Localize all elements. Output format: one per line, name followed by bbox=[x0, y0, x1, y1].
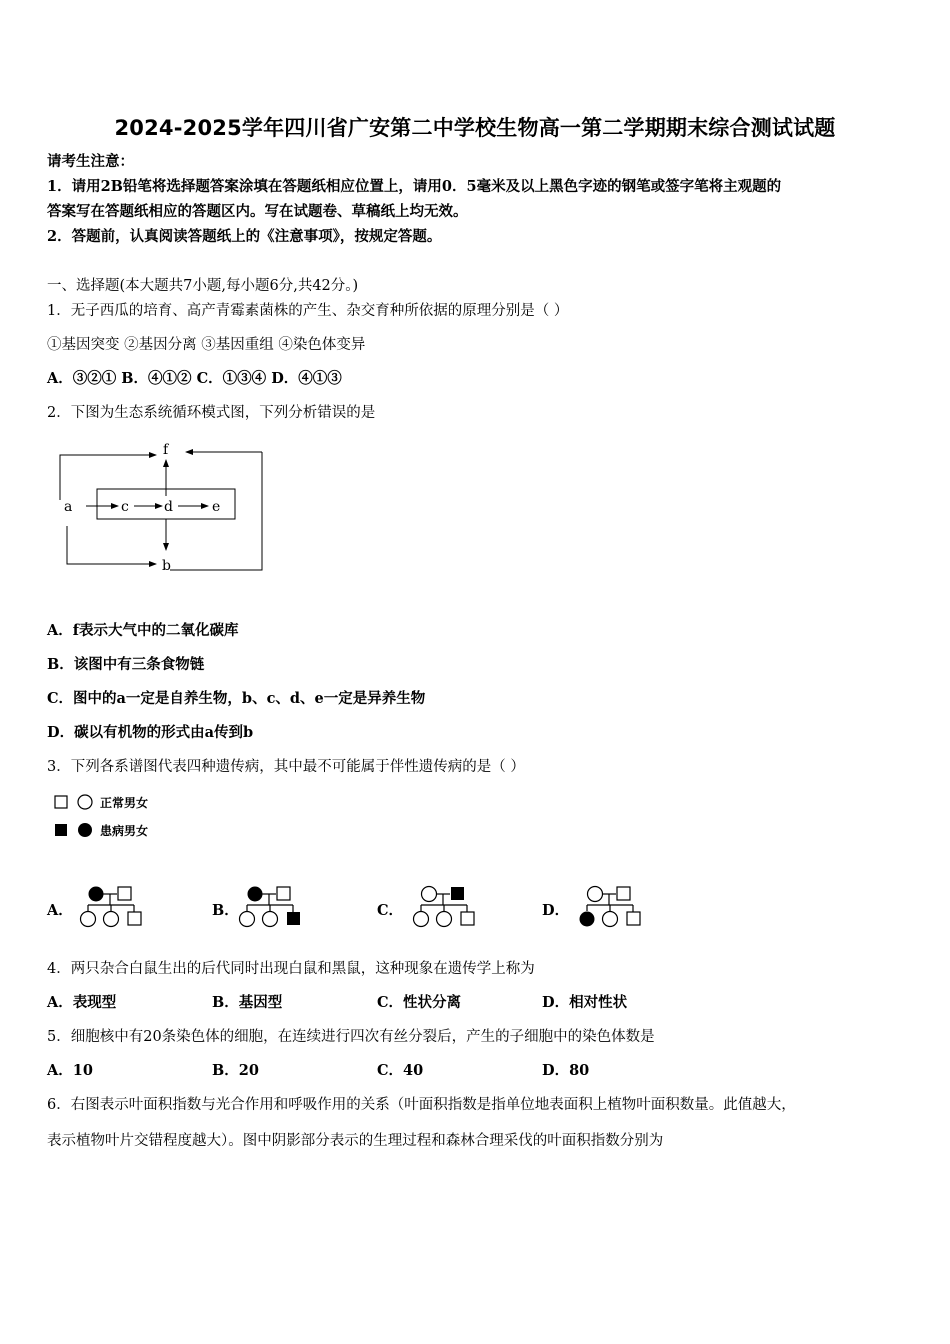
q4-option-a: A．表现型 bbox=[47, 994, 117, 1011]
q1-stem: 1．无子西瓜的培育、高产青霉素菌株的产生、杂交育种所依据的原理分别是（ ） bbox=[47, 303, 569, 319]
pedigree-d bbox=[576, 883, 646, 931]
pedigree-a bbox=[77, 883, 147, 931]
q3-label-a: A． bbox=[47, 902, 73, 919]
q5-option-b: B．20 bbox=[212, 1062, 259, 1079]
normal-female-symbol bbox=[78, 795, 92, 809]
q6-stem-line-2: 表示植物叶片交错程度越大）。图中阴影部分表示的生理过程和森林合理采伐的叶面积指数分别为 bbox=[47, 1133, 664, 1149]
q2-option-b: B．该图中有三条食物链 bbox=[47, 656, 205, 673]
q1-principles: ①基因突变 ②基因分离 ③基因重组 ④染色体变异 bbox=[47, 337, 366, 353]
notice-item-1-line-1: 1．请用2B铅笔将选择题答案涂填在答题纸相应位置上，请用0．5毫米及以上黑色字迹的钢笔或签字笔将主观题的 bbox=[47, 178, 782, 195]
legend-affected-label: 患病男女 bbox=[100, 824, 149, 838]
q5-stem: 5．细胞核中有20条染色体的细胞，在连续进行四次有丝分裂后，产生的子细胞中的染色体数是 bbox=[47, 1029, 655, 1045]
q4-option-c: C．性状分离 bbox=[377, 994, 462, 1011]
parent-affected-female bbox=[248, 887, 263, 902]
parent-normal-female bbox=[588, 887, 603, 902]
notice-item-1-line-2: 答案写在答题纸相应的答题区内。写在试题卷、草稿纸上均无效。 bbox=[47, 203, 468, 220]
q5-option-c: C．40 bbox=[377, 1062, 424, 1079]
notice-heading: 请考生注意： bbox=[47, 153, 134, 170]
q5-option-d: D．80 bbox=[542, 1062, 590, 1079]
q4-option-d: D．相对性状 bbox=[542, 994, 628, 1011]
child-normal-female bbox=[437, 912, 452, 927]
label-a: a bbox=[64, 499, 73, 515]
parent-affected-male bbox=[451, 887, 464, 900]
label-c: c bbox=[121, 499, 129, 515]
child-normal-female bbox=[414, 912, 429, 927]
child-normal-female bbox=[81, 912, 96, 927]
parent-normal-female bbox=[422, 887, 437, 902]
page-title: 2024-2025学年四川省广安第二中学校生物高一第二学期期末综合测试试题 bbox=[114, 116, 836, 140]
q1-options: A．③②① B．④①② C．①③④ D．④①③ bbox=[47, 370, 342, 387]
q6-stem-line-1: 6．右图表示叶面积指数与光合作用和呼吸作用的关系（叶面积指数是指单位地表面积上植物叶面积数量。此值越大， bbox=[47, 1097, 796, 1113]
q2-option-d: D．碳以有机物的形式由a传到b bbox=[47, 724, 254, 741]
label-e: e bbox=[212, 499, 221, 515]
parent-normal-male bbox=[617, 887, 630, 900]
label-f: f bbox=[163, 442, 169, 458]
section-heading: 一、选择题(本大题共7小题,每小题6分,共42分。) bbox=[47, 278, 359, 294]
notice-item-2: 2．答题前，认真阅读答题纸上的《注意事项》，按规定答题。 bbox=[47, 228, 442, 245]
arrow-a-to-f bbox=[60, 455, 156, 500]
child-normal-female bbox=[603, 912, 618, 927]
q5-option-a: A．10 bbox=[47, 1062, 93, 1079]
child-affected-male bbox=[287, 912, 300, 925]
q2-option-a: A．f表示大气中的二氧化碳库 bbox=[47, 622, 239, 639]
affected-male-symbol bbox=[55, 824, 67, 836]
arrow-a-to-b bbox=[67, 526, 156, 564]
q3-label-d: D． bbox=[542, 902, 570, 919]
normal-male-symbol bbox=[55, 796, 67, 808]
pedigree-c bbox=[410, 883, 480, 931]
child-normal-female bbox=[240, 912, 255, 927]
q4-option-b: B．基因型 bbox=[212, 994, 283, 1011]
q2-option-c: C．图中的a一定是自养生物，b、c、d、e一定是异养生物 bbox=[47, 690, 426, 707]
ecosystem-cycle-diagram bbox=[50, 438, 270, 578]
pedigree-b bbox=[236, 883, 306, 931]
q3-label-b: B． bbox=[212, 902, 239, 919]
child-normal-female bbox=[104, 912, 119, 927]
parent-normal-male bbox=[118, 887, 131, 900]
q3-label-c: C． bbox=[377, 902, 404, 919]
child-normal-male bbox=[128, 912, 141, 925]
label-d: d bbox=[164, 499, 173, 515]
legend-normal-label: 正常男女 bbox=[100, 796, 149, 810]
q2-stem: 2．下图为生态系统循环模式图，下列分析错误的是 bbox=[47, 405, 376, 421]
child-affected-female bbox=[580, 912, 595, 927]
child-normal-male bbox=[627, 912, 640, 925]
affected-female-symbol bbox=[78, 823, 92, 837]
child-normal-female bbox=[263, 912, 278, 927]
child-normal-male bbox=[461, 912, 474, 925]
parent-normal-male bbox=[277, 887, 290, 900]
q3-stem: 3．下列各系谱图代表四种遗传病，其中最不可能属于伴性遗传病的是（ ） bbox=[47, 759, 525, 775]
q4-stem: 4．两只杂合白鼠生出的后代同时出现白鼠和黑鼠，这种现象在遗传学上称为 bbox=[47, 961, 535, 977]
parent-affected-female bbox=[89, 887, 104, 902]
pedigree-legend bbox=[50, 792, 180, 842]
label-b: b bbox=[162, 558, 171, 574]
